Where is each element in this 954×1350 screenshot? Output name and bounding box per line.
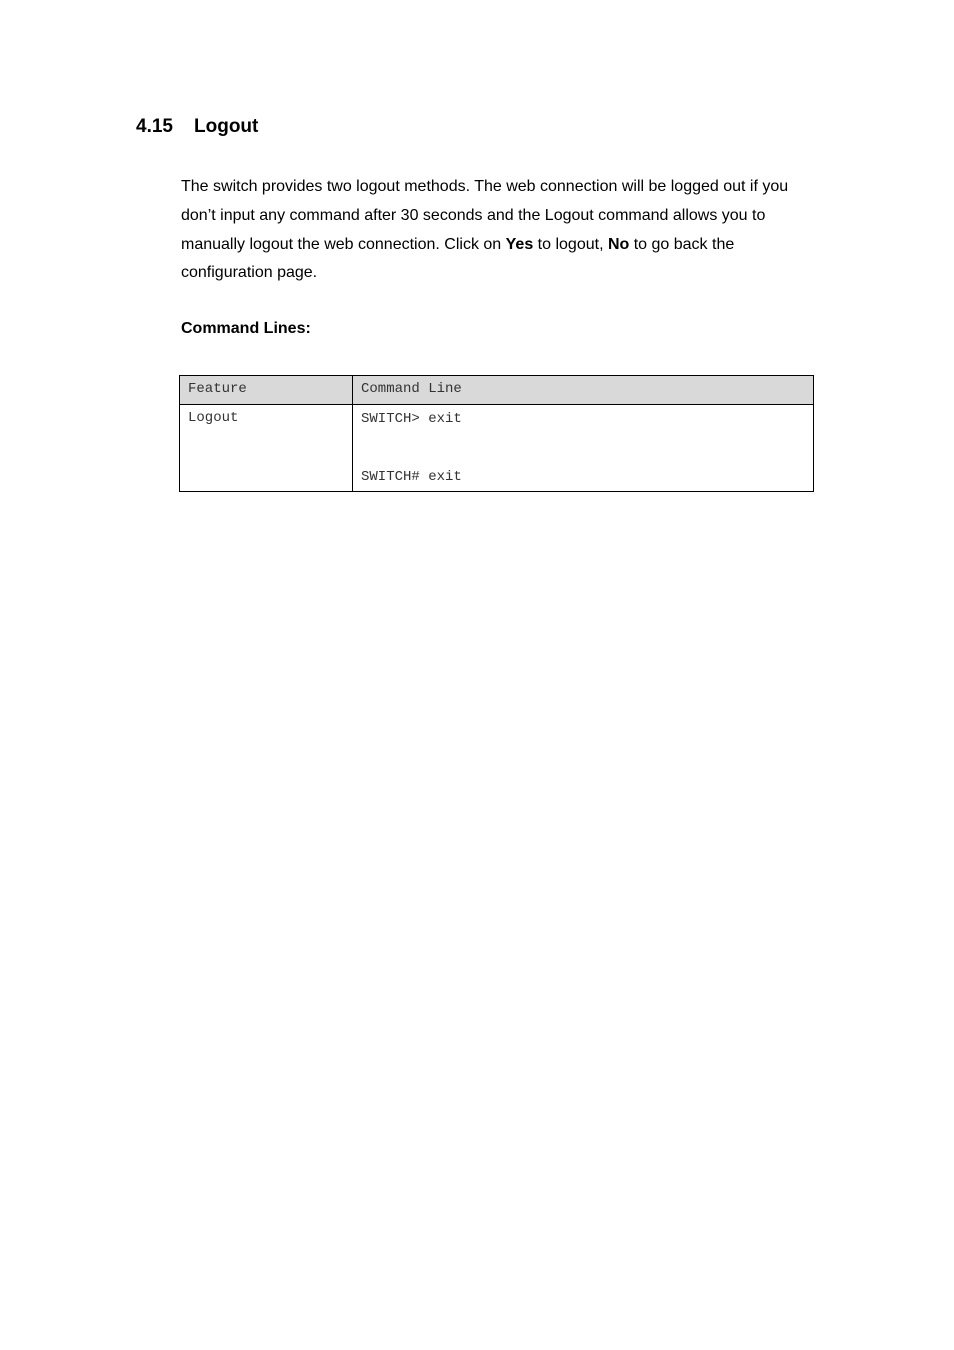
command-line: SWITCH> exit <box>361 411 462 427</box>
table-header-row <box>180 376 814 405</box>
paragraph-text: to logout, <box>533 235 608 253</box>
command-line-cell <box>353 405 814 492</box>
yes-label: Yes <box>505 235 534 253</box>
column-header-command-line: Command Line <box>353 376 814 405</box>
section-number: 4.15 <box>136 116 173 137</box>
paragraph-text: The switch provides two logout methods. The web connection will be logged out if you don’t input any command after 30 seconds and the Logout command allows you to manually logout the web connection. Click on <box>181 178 789 253</box>
command-table <box>179 375 814 492</box>
section-heading <box>136 116 258 138</box>
paragraph-text: to go back the configuration page. <box>181 235 735 282</box>
section-title: Logout <box>194 116 259 137</box>
command-line: SWITCH# exit <box>361 469 462 485</box>
table-row <box>180 405 814 492</box>
feature-cell: Logout <box>180 405 353 492</box>
column-header-feature: Feature <box>180 376 353 405</box>
description-paragraph <box>181 173 821 288</box>
command-lines-heading: Command Lines: <box>181 320 311 337</box>
no-label: No <box>607 235 630 253</box>
